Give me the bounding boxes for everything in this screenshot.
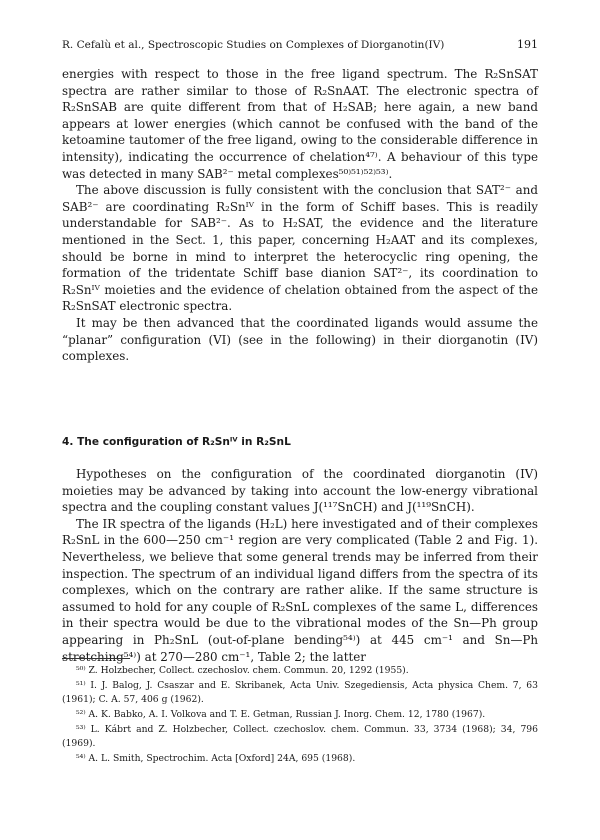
paragraph: Hypotheses on the configuration of the coordinated diorganotin (IV) moieties may be advanced by taking into account the low-energy vibrational spectra and the coupling constant values J(¹¹⁷SnCH) and J(¹¹⁹SnCH). [62,467,538,515]
paragraph-continued: energies with respect to those in the free ligand spectrum. The R₂SnSAT spectra are rather similar to those of R₂SnAAT. The electronic spectra of R₂SnSAB are quite different from that of H₂SAB; here again, a new band appears at lower energies (which cannot be confused with the band of the ketoamine tautomer of the free ligand, owing to the considerable difference in intensity), indicating the occurrence of chelation⁴⁷⁾. A behaviour of this type was detected in many SAB²⁻ metal complexes⁵⁰⁾⁵¹⁾⁵²⁾⁵³⁾. [62,67,538,181]
running-title: R. Cefalù et al., Spectroscopic Studies on Complexes of Diorganotin(IV) [62,39,445,51]
paragraph: It may be then advanced that the coordinated ligands would assume the “planar” configuration (VI) (see in the following) in their diorganotin (IV) complexes. [62,315,538,364]
footnotes [62,664,538,767]
section-heading: 4. The configuration of R₂Snᴵⱽ in R₂SnL [62,436,291,448]
footnote: ⁵⁰⁾ Z. Holzbecher, Collect. czechoslov. chem. Commun. 20, 1292 (1955). [76,665,409,676]
paragraph: The IR spectra of the ligands (H₂L) here investigated and of their complexes R₂SnL in the 600—250 cm⁻¹ region are very complicated (Table 2 and Fig. 1). Nevertheless, we believe that some general trends may be inferred from their inspection. The spectrum of an individual ligand differs from the spectra of its complexes, which on the contrary are rather alike. If the same structure is assumed to hold for any couple of R₂SnL complexes of the same L, differences in their spectra would be due to the vibrational modes of the Sn—Ph group appearing in Ph₂SnL (out-of-plane bending⁵⁴⁾) at 445 cm⁻¹ and Sn—Ph stretching⁵⁴⁾) at 270—280 cm⁻¹, Table 2; the latter [62,516,538,664]
footnote: ⁵¹⁾ I. J. Balog, J. Csaszar and E. Skribanek, Acta Univ. Szegediensis, Acta physica Chem. 7, 63 (1961); C. A. 57, 406 g (1962). [62,680,538,705]
paragraph: The above discussion is fully consistent with the conclusion that SAT²⁻ and SAB²⁻ are coordinating R₂Snᴵⱽ in the form of Schiff bases. This is readily understandable for SAB²⁻. As to H₂SAT, the evidence and the literature mentioned in the Sect. 1, this paper, concerning H₂AAT and its complexes, should be borne in mind to interpret the heterocyclic ring opening, the formation of the tridentate Schiff base dianion SAT²⁻, its coordination to R₂Snᴵⱽ moieties and the evidence of chelation obtained from the aspect of the R₂SnSAT electronic spectra. [62,183,538,314]
footnote-divider [62,658,130,659]
footnote: ⁵⁴⁾ A. L. Smith, Spectrochim. Acta [Oxford] 24A, 695 (1968). [76,752,356,764]
main-text [62,66,538,365]
section-text [62,466,538,665]
footnote: ⁵²⁾ A. K. Babko, A. I. Volkova and T. E. Getman, Russian J. Inorg. Chem. 12, 1780 (1967). [76,708,486,720]
page-number: 191 [517,38,538,51]
page-header [62,37,538,53]
footnote: ⁵³⁾ L. Kábrt and Z. Holzbecher, Collect. czechoslov. chem. Commun. 33, 3734 (1968); 34, 796 (1969). [62,724,538,749]
